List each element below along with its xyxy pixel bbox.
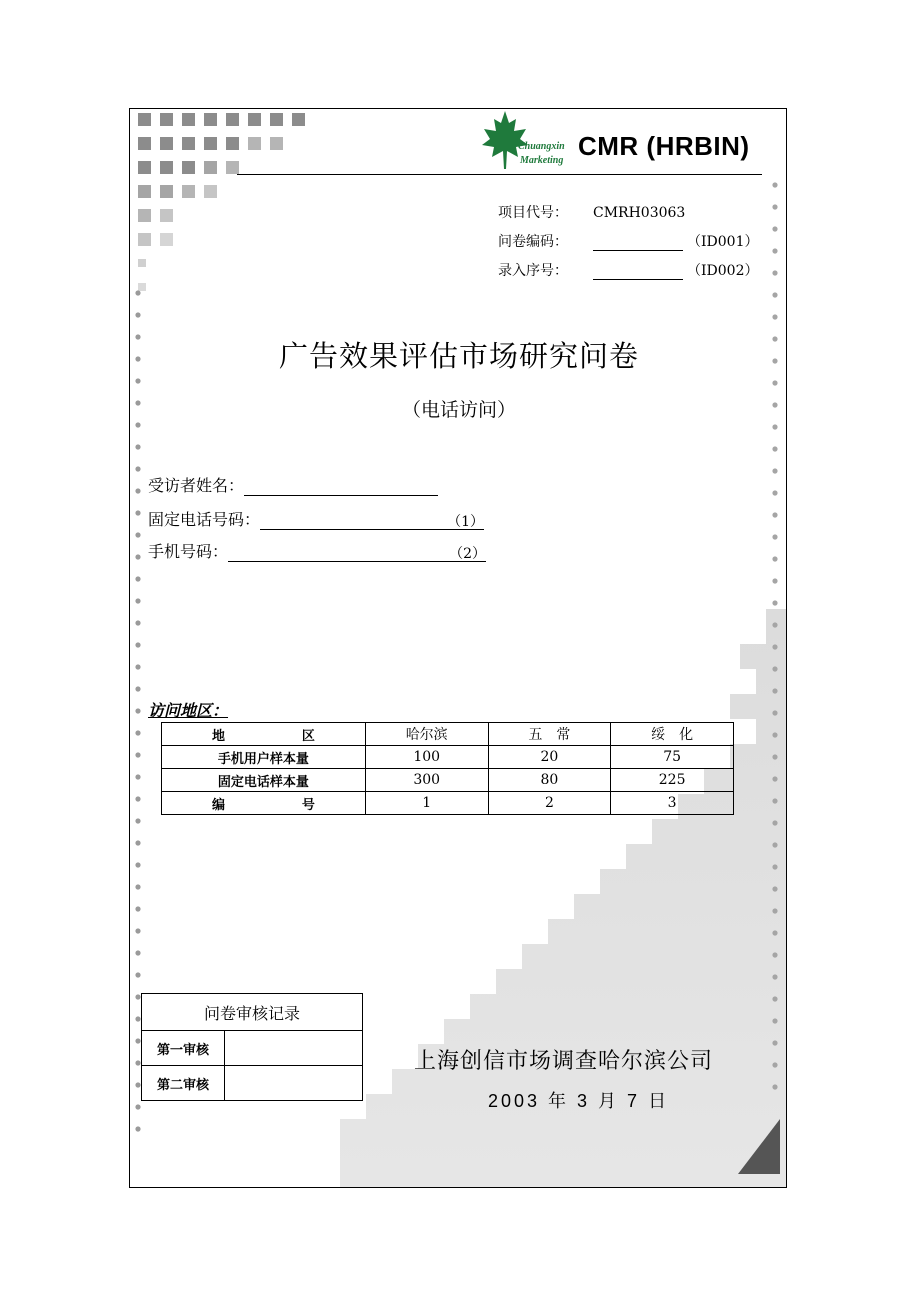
mobile-code: （2）	[449, 546, 487, 562]
landline-code: （1）	[447, 514, 485, 530]
entry-no-label: 录入序号：	[498, 263, 568, 279]
landline-field[interactable]	[260, 511, 484, 530]
questionnaire-no-field[interactable]	[593, 236, 683, 251]
mobile-field[interactable]	[228, 543, 486, 562]
table-cell: 80	[488, 769, 611, 792]
second-audit-field[interactable]	[225, 1066, 363, 1101]
region-header-left: 地	[212, 728, 226, 744]
project-code-row	[498, 202, 685, 222]
respondent-name-row	[148, 473, 438, 496]
table-cell: 2	[488, 792, 611, 815]
questionnaire-cover-page	[129, 108, 787, 1188]
row-label: 固定电话样本量	[162, 769, 366, 792]
audit-record-table	[141, 993, 363, 1101]
code-row-right: 号	[301, 797, 315, 813]
project-code-value: CMRH03063	[593, 205, 686, 221]
column-header: 五 常	[488, 723, 611, 746]
table-cell: 100	[365, 746, 488, 769]
column-header: 绥 化	[611, 723, 734, 746]
first-audit-label: 第一审核	[142, 1031, 225, 1066]
table-cell: 225	[611, 769, 734, 792]
company-name: 上海创信市场调查哈尔滨公司	[414, 1049, 714, 1074]
entry-no-field[interactable]	[593, 265, 683, 280]
issue-date: 2003 年 3 月 7 日	[488, 1091, 670, 1111]
page-title: 广告效果评估市场研究问卷	[278, 339, 639, 373]
region-header-right: 区	[301, 728, 315, 744]
questionnaire-no-label: 问卷编码：	[498, 234, 568, 250]
table-cell: 1	[365, 792, 488, 815]
table-row	[162, 792, 734, 815]
table-row	[162, 723, 734, 746]
table-cell: 3	[611, 792, 734, 815]
code-row-left: 编	[212, 797, 226, 813]
respondent-name-field[interactable]	[244, 477, 438, 496]
region-label: 访问地区：	[148, 701, 229, 720]
logo-text-line2: Marketing	[520, 155, 564, 166]
first-audit-field[interactable]	[225, 1031, 363, 1066]
project-code-label: 项目代号：	[498, 205, 568, 221]
second-audit-label: 第二审核	[142, 1066, 225, 1101]
mobile-row	[148, 539, 486, 562]
table-cell: 20	[488, 746, 611, 769]
mobile-label: 手机号码：	[148, 542, 229, 561]
table-row	[142, 994, 363, 1031]
page-subtitle: （电话访问）	[401, 399, 516, 421]
respondent-name-label: 受访者姓名：	[148, 476, 245, 495]
landline-row	[148, 507, 484, 530]
region-table	[161, 722, 734, 815]
right-dot-border	[770, 181, 780, 1111]
questionnaire-no-id: （ID001）	[687, 234, 759, 250]
entry-no-id: （ID002）	[687, 263, 759, 279]
code-row-label	[162, 792, 366, 815]
landline-label: 固定电话号码：	[148, 510, 261, 529]
region-header-cell	[162, 723, 366, 746]
table-cell: 300	[365, 769, 488, 792]
header-rule	[237, 174, 762, 175]
entry-no-row	[498, 260, 758, 280]
brand-title: CMR (HRBIN)	[578, 131, 750, 161]
table-row	[142, 1066, 363, 1101]
table-row	[162, 769, 734, 792]
audit-title: 问卷审核记录	[142, 994, 363, 1031]
table-row	[162, 746, 734, 769]
table-row	[142, 1031, 363, 1066]
row-label: 手机用户样本量	[162, 746, 366, 769]
table-cell: 75	[611, 746, 734, 769]
questionnaire-no-row	[498, 231, 758, 251]
logo-text-line1: Chuangxin	[518, 141, 565, 152]
column-header: 哈尔滨	[365, 723, 488, 746]
